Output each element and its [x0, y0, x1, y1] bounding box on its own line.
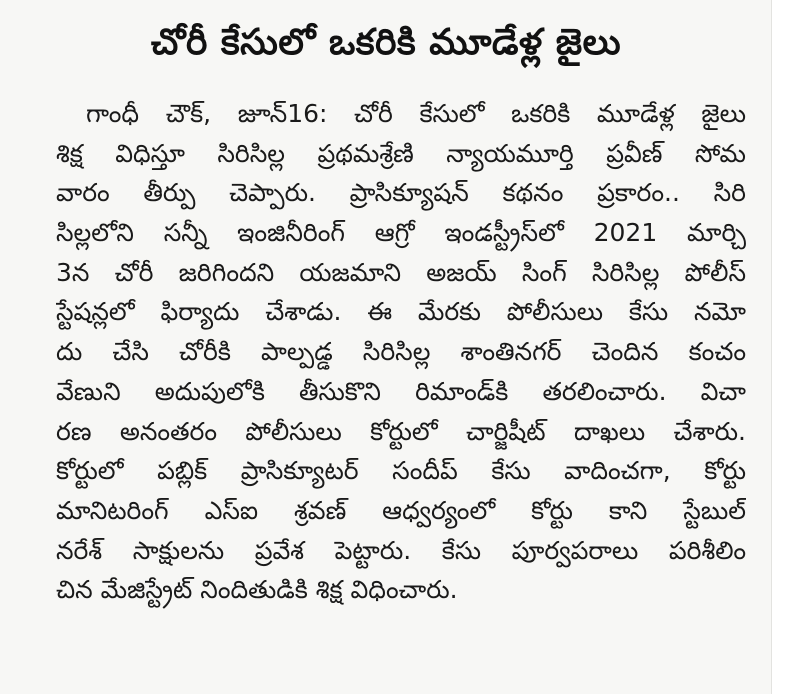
article-line: కోర్టులో పబ్లిక్ ప్రాసిక్యూటర్ సందీప్ కేసు వాదించగా, కోర్టు	[56, 456, 746, 486]
article-line: 3న చోరీ జరిగిందని యజమాని అజయ్ సింగ్ సిరిసిల్ల పోలీస్	[56, 257, 746, 287]
article-body	[56, 94, 746, 610]
article-line: శిక్ష విధిస్తూ సిరిసిల్ల ప్రథమశ్రేణి న్యాయమూర్తి ప్రవీణ్ సోమ	[56, 138, 746, 168]
article-line: వేణుని అదుపులోకి తీసుకొని రిమాండ్‌కి తరలించారు. విచా	[56, 376, 746, 406]
article-line: వారం తీర్పు చెప్పారు. ప్రాసిక్యూషన్ కథనం ప్రకారం.. సిరి	[56, 178, 746, 208]
article-line: మానిటరింగ్ ఎస్ఐ శ్రవణ్ ఆధ్వర్యంలో కోర్టు కాని స్టేబుల్	[56, 495, 746, 525]
article-headline: చోరీ కేసులో ఒకరికి మూడేళ్ల జైలు	[150, 22, 622, 63]
article-line: గాంధీ చౌక్, జూన్16: చోరీ కేసులో ఒకరికి మూడేళ్ల జైలు	[86, 99, 746, 128]
article-line: నరేశ్ సాక్షులను ప్రవేశ పెట్టారు. కేసు పూర్వపరాలు పరిశీలిం	[56, 535, 746, 565]
article-line: స్టేషన్లలో ఫిర్యాదు చేశాడు. ఈ మేరకు పోలీసులు కేసు నమో	[56, 297, 746, 327]
article-line: దు చేసి చోరీకి పాల్పడ్డ సిరిసిల్ల శాంతినగర్ చెందిన కంచం	[56, 337, 746, 367]
article-line: చిన మేజిస్ట్రేట్ నిందితుడికి శిక్ష విధించారు.	[56, 575, 458, 605]
article-line: రణ అనంతరం పోలీసులు కోర్టులో చార్జిషీట్ దాఖలు చేశారు.	[56, 416, 746, 446]
article-line: సిల్లలోని సన్నీ ఇంజినీరింగ్ ఆగ్రో ఇండస్ట్రీస్‌లో 2021 మార్చి	[56, 218, 746, 248]
